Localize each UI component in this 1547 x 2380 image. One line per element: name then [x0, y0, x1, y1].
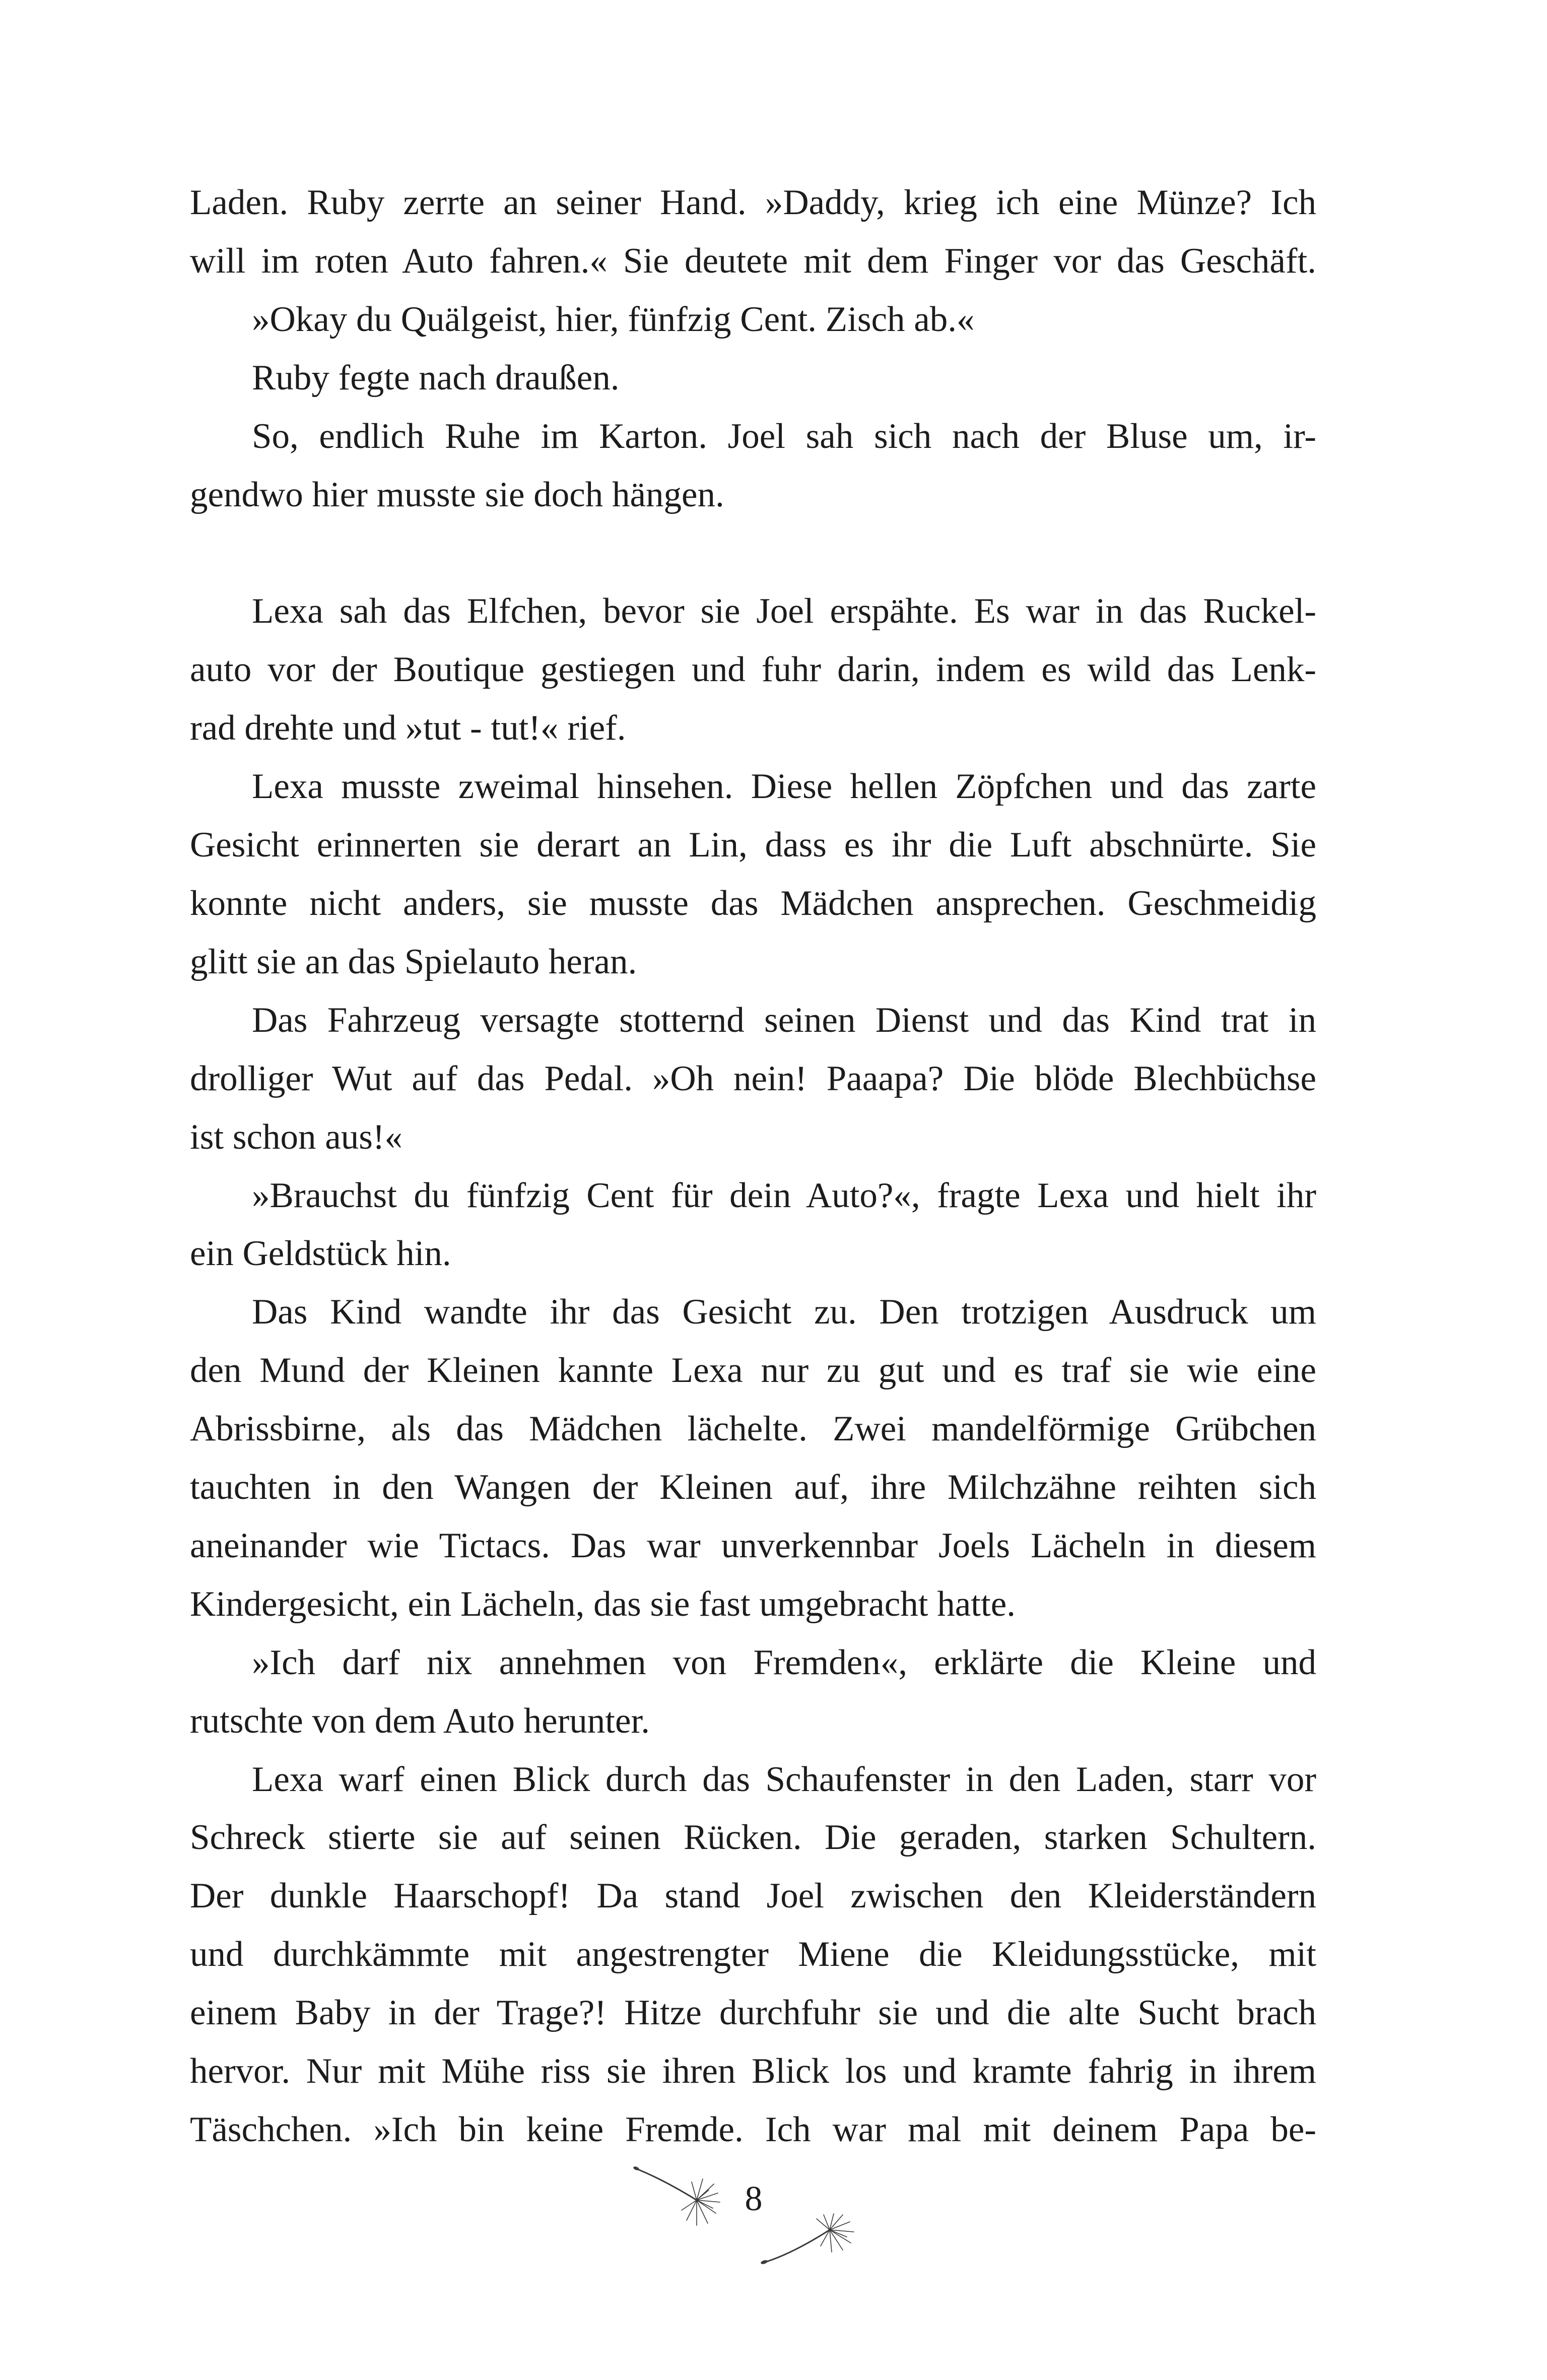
- text-line: glitt sie an das Spielauto heran.: [190, 942, 637, 981]
- text-line: hervor. Nur mit Mühe riss sie ihren Blick los und kramte fahrig in ihrem: [190, 2052, 1316, 2091]
- section-break: [190, 524, 1316, 582]
- text-line: Das Kind wandte ihr das Gesicht zu. Den trotzigen Ausdruck um: [252, 1292, 1316, 1332]
- text-line: »Brauchst du fünfzig Cent für dein Auto?«, fragte Lexa und hielt ihr: [252, 1175, 1316, 1215]
- text-line: auto vor der Boutique gestiegen und fuhr darin, indem es wild das Lenk-: [190, 650, 1316, 690]
- text-line: Schreck stierte sie auf seinen Rücken. Die geraden, starken Schultern.: [190, 1818, 1316, 1858]
- text-line: will im roten Auto fahren.« Sie deutete mit dem Finger vor das Geschäft.: [190, 241, 1316, 281]
- text-line: Kindergesicht, ein Lächeln, das sie fast umgebracht hatte.: [190, 1584, 1016, 1624]
- text-line: Lexa sah das Elfchen, bevor sie Joel erspähte. Es war in das Ruckel-: [252, 591, 1316, 631]
- text-line: ist schon aus!«: [190, 1117, 403, 1157]
- page-body-text: [190, 174, 1316, 2159]
- text-line: Gesicht erinnerten sie derart an Lin, dass es ihr die Luft abschnürte. Sie: [190, 825, 1316, 865]
- text-line: und durchkämmte mit angestrengter Miene die Kleidungsstücke, mit: [190, 1935, 1316, 1974]
- text-line: Ruby fegte nach draußen.: [252, 358, 620, 398]
- text-line: Laden. Ruby zerrte an seiner Hand. »Daddy, krieg ich eine Münze? Ich: [190, 183, 1316, 222]
- dandelion-seed-icon: [758, 2212, 859, 2267]
- text-line: aneinander wie Tictacs. Das war unverkennbar Joels Lächeln in diesem: [190, 1526, 1316, 1565]
- text-line: Täschchen. »Ich bin keine Fremde. Ich war mal mit deinem Papa be-: [190, 2110, 1316, 2149]
- text-line: Abrissbirne, als das Mädchen lächelte. Zwei mandelförmige Grübchen: [190, 1409, 1316, 1449]
- text-line: rutschte von dem Auto herunter.: [190, 1701, 650, 1741]
- text-line: gendwo hier musste sie doch hängen.: [190, 475, 724, 514]
- text-line: konnte nicht anders, sie musste das Mädchen ansprechen. Geschmeidig: [190, 883, 1316, 923]
- text-line: tauchten in den Wangen der Kleinen auf, ihre Milchzähne reihten sich: [190, 1468, 1316, 1507]
- dandelion-seed-icon: [632, 2164, 723, 2234]
- text-line: ein Geldstück hin.: [190, 1234, 451, 1274]
- page-number: 8: [745, 2179, 763, 2218]
- text-line: Das Fahrzeug versagte stotternd seinen Dienst und das Kind trat in: [252, 1000, 1316, 1040]
- text-line: einem Baby in der Trage?! Hitze durchfuhr sie und die alte Sucht brach: [190, 1993, 1316, 2033]
- text-line: »Ich darf nix annehmen von Fremden«, erklärte die Kleine und: [252, 1642, 1316, 1682]
- text-line: rad drehte und »tut - tut!« rief.: [190, 708, 626, 748]
- text-line: Lexa musste zweimal hinsehen. Diese hellen Zöpfchen und das zarte: [252, 767, 1316, 807]
- text-line: Lexa warf einen Blick durch das Schaufenster in den Laden, starr vor: [252, 1759, 1316, 1799]
- text-line: den Mund der Kleinen kannte Lexa nur zu gut und es traf sie wie eine: [190, 1351, 1316, 1391]
- text-line: So, endlich Ruhe im Karton. Joel sah sich nach der Bluse um, ir-: [252, 416, 1316, 456]
- text-line: »Okay du Quälgeist, hier, fünfzig Cent. Zisch ab.«: [252, 299, 975, 339]
- text-line: drolliger Wut auf das Pedal. »Oh nein! Paaapa? Die blöde Blechbüchse: [190, 1059, 1316, 1098]
- text-line: Der dunkle Haarschopf! Da stand Joel zwischen den Kleiderständern: [190, 1876, 1316, 1916]
